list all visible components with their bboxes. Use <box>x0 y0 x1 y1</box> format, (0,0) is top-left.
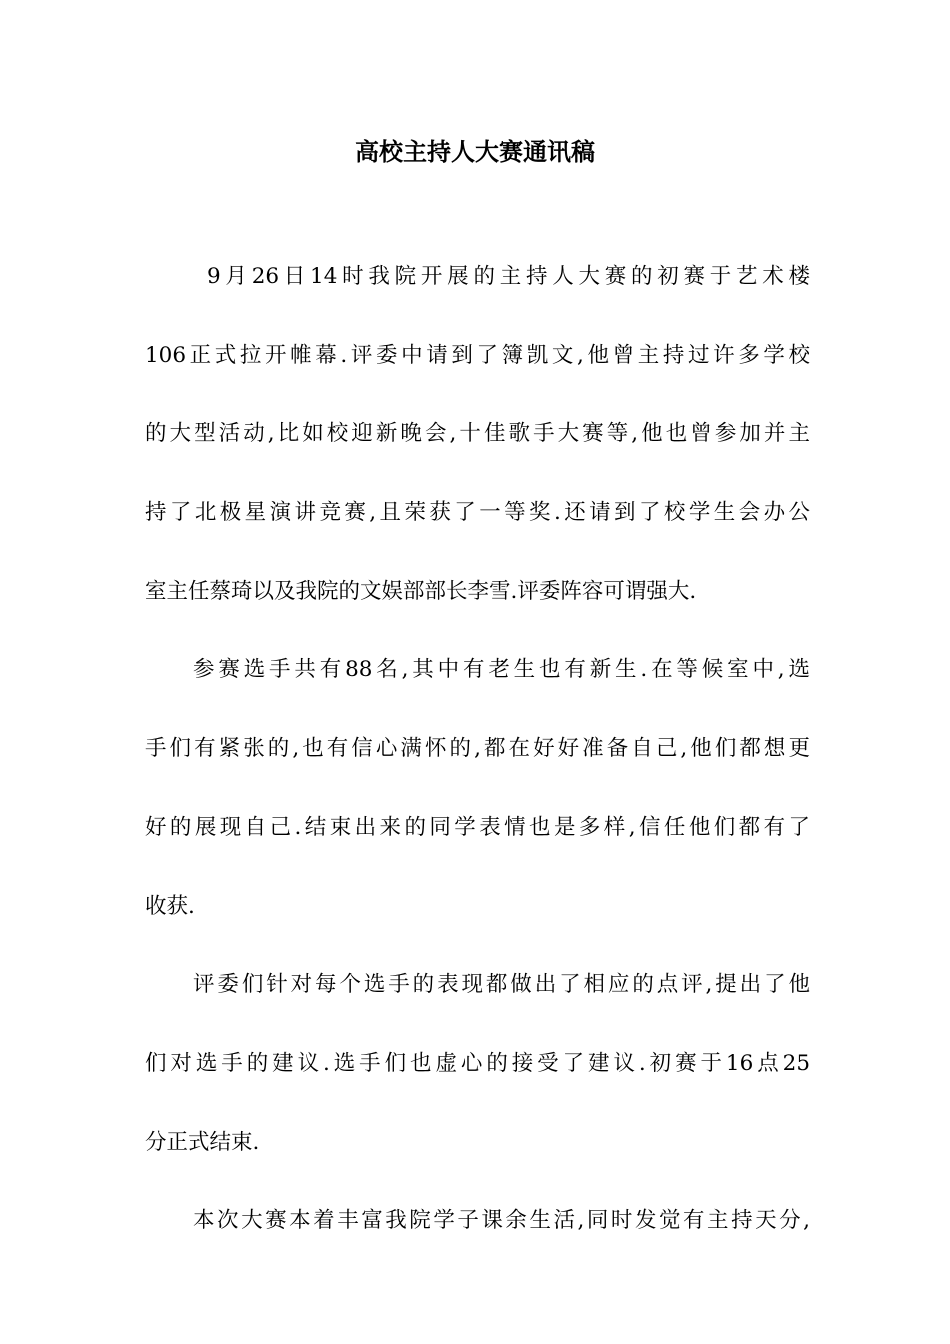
paragraph-line: 分正式结束. <box>145 1129 260 1155</box>
paragraph-line: 收获. <box>145 893 195 919</box>
paragraph-line: 的大型活动,比如校迎新晚会,十佳歌手大赛等,他也曾参加并主 <box>145 421 810 447</box>
document-body <box>145 255 810 1278</box>
paragraph-line: 持了北极星演讲竞赛,且荣获了一等奖.还请到了校学生会办公 <box>145 500 810 526</box>
paragraph-line: 本次大赛本着丰富我院学子课余生活,同时发觉有主持天分, <box>193 1208 810 1234</box>
paragraph-line: 参赛选手共有88名,其中有老生也有新生.在等候室中,选 <box>193 657 810 683</box>
paragraph-line: 手们有紧张的,也有信心满怀的,都在好好准备自己,他们都想更 <box>145 736 810 762</box>
paragraph-line: 评委们针对每个选手的表现都做出了相应的点评,提出了他 <box>193 972 810 998</box>
paragraph-line: 好的展现自己.结束出来的同学表情也是多样,信任他们都有了 <box>145 814 810 840</box>
paragraph-line: 9月26日14时我院开展的主持人大赛的初赛于艺术楼 <box>207 264 810 289</box>
paragraph-line: 室主任蔡琦以及我院的文娱部部长李雪.评委阵容可谓强大. <box>145 578 697 604</box>
paragraph-line: 106正式拉开帷幕.评委中请到了簿凯文,他曾主持过许多学校 <box>145 342 810 368</box>
document-title: 高校主持人大赛通讯稿 <box>355 137 595 166</box>
paragraph-line: 们对选手的建议.选手们也虚心的接受了建议.初赛于16点25 <box>145 1050 810 1076</box>
